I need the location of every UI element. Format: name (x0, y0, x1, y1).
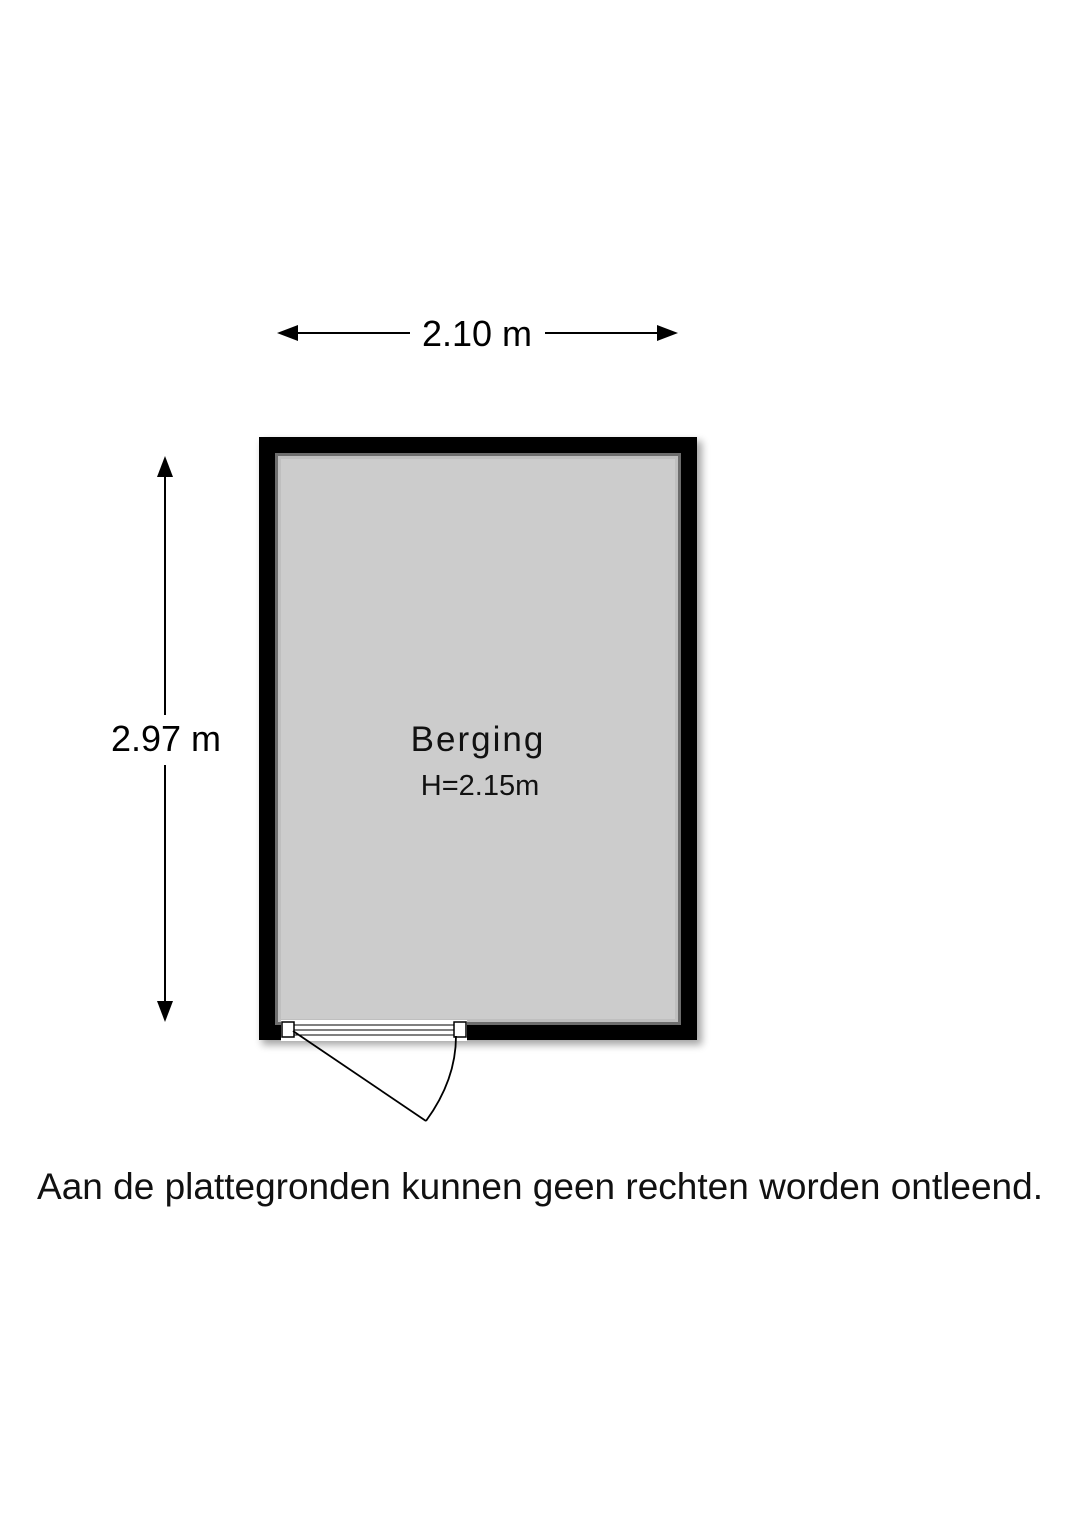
width-arrow-right-icon (657, 325, 678, 341)
depth-arrow-bottom-icon (157, 1001, 173, 1022)
room-name: Berging (410, 720, 546, 759)
door-swing-arc (426, 1036, 456, 1121)
width-label: 2.10 m (421, 313, 533, 354)
depth-arrow-top-icon (157, 456, 173, 477)
width-arrow-left-icon (277, 325, 298, 341)
depth-dimension (100, 456, 230, 1022)
door (281, 1020, 467, 1121)
depth-label: 2.97 m (110, 718, 222, 759)
disclaimer-text: Aan de plattegronden kunnen geen rechten worden ontleend. (37, 1166, 1043, 1207)
door-jamb-right (454, 1022, 466, 1037)
width-dimension (277, 313, 678, 354)
room-height: H=2.15m (420, 770, 540, 802)
door-jamb-left (282, 1022, 294, 1037)
